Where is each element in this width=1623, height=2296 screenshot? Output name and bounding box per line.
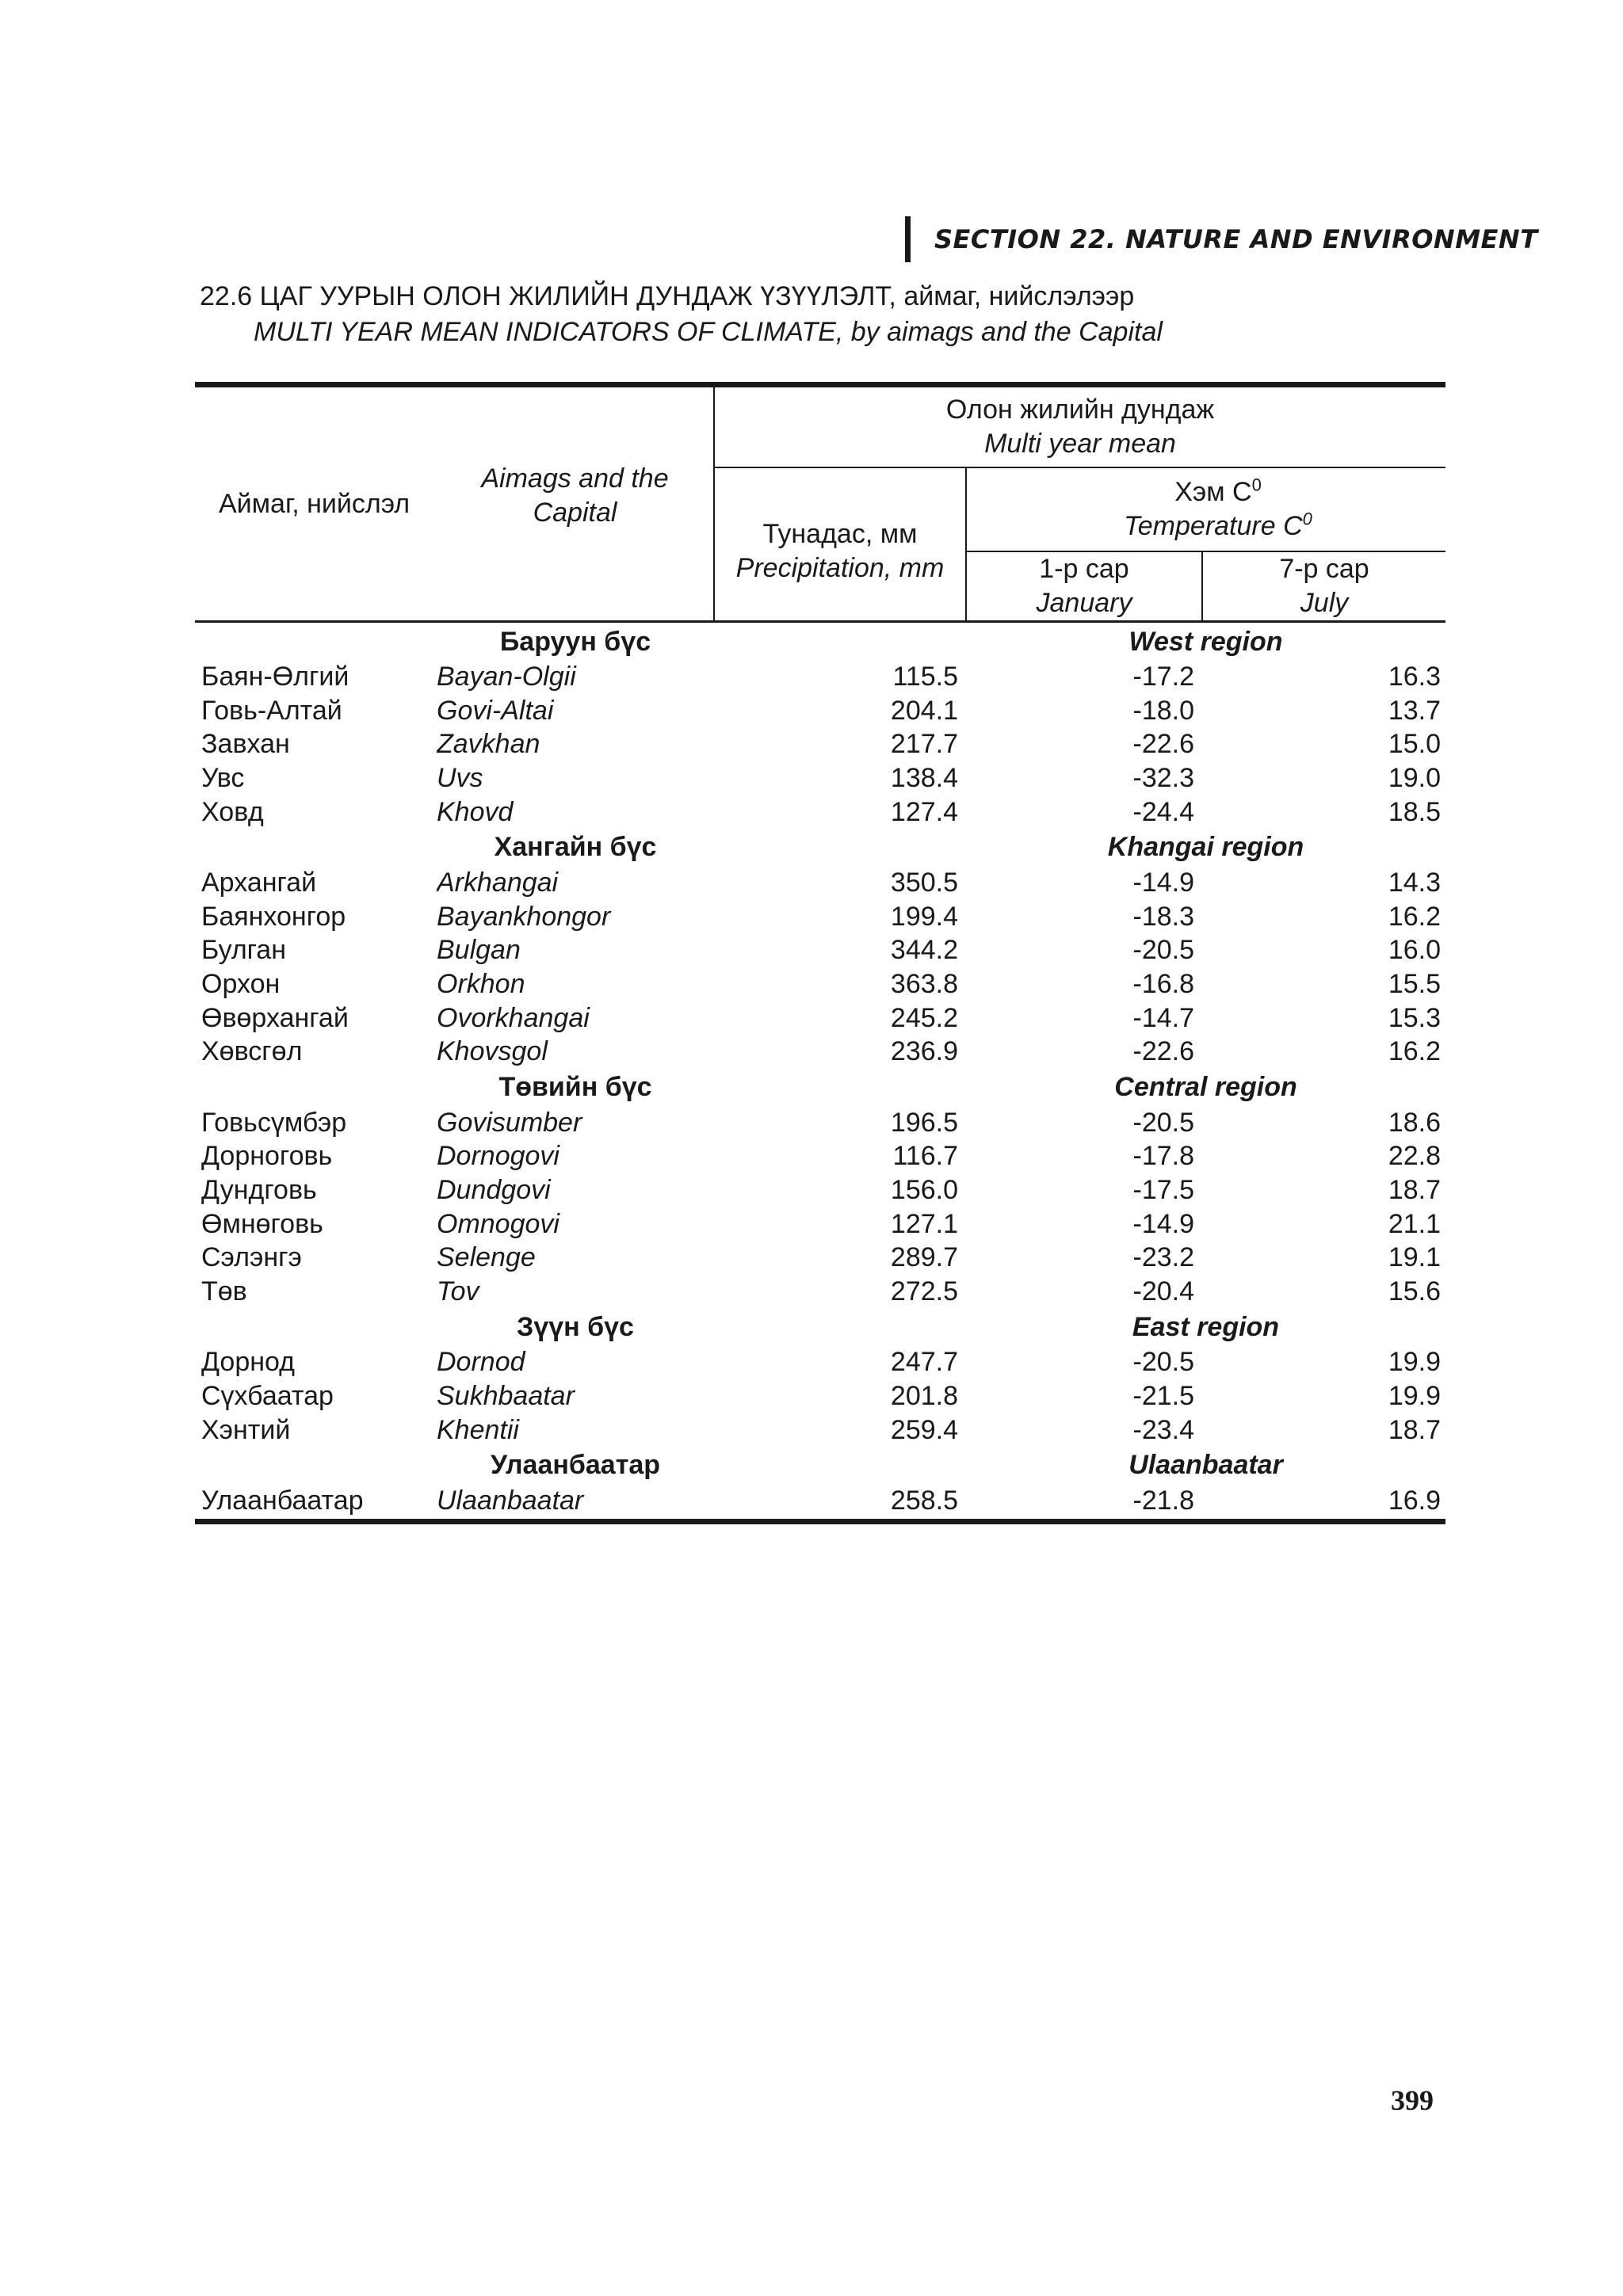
precipitation-value: 258.5 (714, 1484, 966, 1522)
header-aimag-en-line1: Aimags and the (481, 463, 669, 494)
section-bar (905, 216, 911, 262)
region-spacer (195, 1069, 437, 1106)
region-name-en: East region (1132, 1311, 1280, 1342)
aimag-name-mn: Булган (201, 935, 286, 966)
table-row (195, 761, 1445, 795)
july-temp-value: 13.7 (1388, 695, 1442, 726)
precipitation-value: 115.5 (892, 662, 958, 692)
aimag-name-en: Bulgan (437, 935, 521, 966)
aimag-name-en: Khovd (437, 796, 514, 827)
section-title: SECTION 22. NATURE AND ENVIRONMENT (934, 224, 1538, 254)
region-name-en: Central region (1114, 1072, 1297, 1103)
precipitation-value: 138.4 (890, 763, 958, 794)
precipitation-value: 199.4 (890, 901, 958, 932)
january-temp-value: -14.7 (1132, 1002, 1194, 1033)
precipitation-value: 156.0 (890, 1175, 958, 1206)
region-name-mn: Улаанбаатар (490, 1450, 661, 1481)
july-temp-value: 16.2 (1388, 1036, 1442, 1067)
header-temp-mn-sup: 0 (1251, 475, 1262, 495)
aimag-name-en: Arkhangai (437, 868, 559, 898)
aimag-name-mn: Төв (201, 1276, 247, 1306)
table-row (195, 1379, 1445, 1413)
aimag-name-en: Tov (437, 1276, 479, 1306)
table-row (195, 1207, 1445, 1241)
table-row (195, 900, 1445, 934)
july-temp-value: 19.9 (1388, 1347, 1442, 1378)
aimag-name-mn: Сэлэнгэ (201, 1242, 302, 1273)
july-temp-value: 16.3 (1388, 662, 1442, 692)
aimag-name-mn: Орхон (201, 969, 281, 1000)
january-temp-value: -22.6 (1132, 1036, 1194, 1067)
precipitation-value: 350.5 (890, 868, 958, 898)
july-temp-value: 15.5 (1388, 969, 1442, 1000)
table-row (195, 1173, 1445, 1207)
january-temp-value: -20.5 (1132, 1107, 1194, 1138)
header-aimag-mn-text: Аймаг, нийслэл (219, 488, 411, 519)
region-spacer (195, 1447, 437, 1484)
aimag-name-en: Omnogovi (437, 1208, 559, 1239)
july-temp-value: 19.1 (1388, 1242, 1442, 1273)
january-temp-value: -18.0 (1132, 695, 1194, 726)
header-temp-en: Temperature C (1124, 511, 1303, 541)
region-row (195, 1069, 1445, 1106)
july-temp-value: 16.2 (1388, 901, 1442, 932)
aimag-name-mn: Увс (201, 763, 245, 794)
january-temp-value: -20.4 (1132, 1276, 1194, 1306)
header-precipitation (714, 467, 966, 622)
aimag-name-en: Sukhbaatar (437, 1380, 575, 1411)
aimag-name-mn: Баян-Өлгий (201, 662, 349, 692)
july-temp-value: 15.0 (1388, 729, 1442, 760)
january-temp-value: -17.2 (1132, 662, 1194, 692)
aimag-name-en: Ovorkhangai (437, 1002, 590, 1033)
table-row (195, 1345, 1445, 1379)
aimag-name-mn: Говь-Алтай (201, 695, 342, 726)
july-temp-value: 18.6 (1388, 1107, 1442, 1138)
table-row (195, 660, 1445, 694)
header-aimag-en (437, 385, 714, 622)
header-jul-en: July (1300, 588, 1349, 618)
july-temp-value: 22.8 (1388, 1141, 1442, 1172)
july-temp-value: 15.6 (1388, 1276, 1442, 1306)
region-name-mn: Төвийн бүс (498, 1072, 652, 1103)
table-row (195, 1413, 1445, 1447)
region-spacer (714, 622, 966, 661)
header-aimag-mn (195, 385, 437, 622)
header-temperature (966, 467, 1445, 551)
table-title-mn: 22.6 ЦАГ УУРЫН ОЛОН ЖИЛИЙН ДУНДАЖ ҮЗҮҮЛЭЛТ, аймаг, нийслэлээр (200, 281, 1135, 311)
aimag-name-mn: Завхан (201, 729, 290, 760)
header-temp-en-sup: 0 (1302, 509, 1312, 529)
region-name-en: Khangai region (1107, 832, 1304, 863)
precipitation-value: 236.9 (890, 1036, 958, 1067)
january-temp-value: -20.5 (1132, 1347, 1194, 1378)
header-multi-mn: Олон жилийн дундаж (945, 395, 1215, 425)
july-temp-value: 21.1 (1388, 1208, 1442, 1239)
january-temp-value: -32.3 (1132, 763, 1194, 794)
aimag-name-en: Selenge (437, 1242, 536, 1273)
aimag-name-en: Govisumber (437, 1107, 582, 1138)
january-temp-value: -17.8 (1132, 1141, 1194, 1172)
region-row (195, 829, 1445, 866)
climate-table (195, 382, 1445, 1524)
table-row (195, 795, 1445, 829)
table-row (195, 727, 1445, 761)
aimag-name-en: Govi-Altai (437, 695, 554, 726)
precipitation-value: 344.2 (890, 935, 958, 966)
region-row (195, 1308, 1445, 1345)
july-temp-value: 18.5 (1388, 796, 1442, 827)
aimag-name-en: Khentii (437, 1414, 519, 1445)
precipitation-value: 127.1 (890, 1208, 958, 1239)
header-precip-mn: Тунадас, мм (762, 519, 918, 549)
january-temp-value: -21.8 (966, 1484, 1202, 1522)
aimag-name-mn: Өмнөговь (201, 1208, 323, 1239)
header-jan-en: January (1036, 588, 1132, 618)
table-row (195, 1241, 1445, 1275)
january-temp-value: -14.9 (1132, 868, 1194, 898)
region-spacer (195, 1308, 437, 1345)
precipitation-value: 204.1 (890, 695, 958, 726)
region-spacer (714, 1069, 966, 1106)
precipitation-value: 245.2 (890, 1002, 958, 1033)
table-row (195, 933, 1445, 967)
aimag-name-mn: Улаанбаатар (195, 1484, 437, 1522)
aimag-name-mn: Дундговь (201, 1175, 317, 1206)
region-spacer (714, 1447, 966, 1484)
table-header (195, 385, 1445, 622)
header-july (1202, 551, 1445, 622)
header-january (966, 551, 1202, 622)
table-row (195, 1035, 1445, 1069)
january-temp-value: -23.4 (1132, 1414, 1194, 1445)
july-temp-value: 18.7 (1388, 1414, 1442, 1445)
precipitation-value: 116.7 (892, 1141, 958, 1172)
table-row (195, 1484, 1445, 1522)
region-spacer (195, 622, 437, 661)
precipitation-value: 247.7 (890, 1347, 958, 1378)
header-temp-mn: Хэм С (1174, 477, 1252, 507)
header-jul-mn: 7-р сар (1279, 554, 1369, 584)
table-row (195, 1001, 1445, 1035)
aimag-name-en: Dundgovi (437, 1175, 551, 1206)
page-number: 399 (1391, 2084, 1434, 2116)
january-temp-value: -22.6 (1132, 729, 1194, 760)
precipitation-value: 289.7 (890, 1242, 958, 1273)
header-jan-mn: 1-р сар (1039, 554, 1129, 584)
aimag-name-mn: Баянхонгор (201, 901, 346, 932)
aimag-name-en: Dornod (437, 1347, 525, 1378)
region-name-mn: Баруун бүс (499, 626, 651, 657)
aimag-name-mn: Өвөрхангай (201, 1002, 349, 1033)
precipitation-value: 259.4 (890, 1414, 958, 1445)
aimag-name-en: Bayankhongor (437, 901, 611, 932)
january-temp-value: -14.9 (1132, 1208, 1194, 1239)
table-row (195, 967, 1445, 1001)
precipitation-value: 363.8 (890, 969, 958, 1000)
july-temp-value: 15.3 (1388, 1002, 1442, 1033)
region-row (195, 622, 1445, 661)
january-temp-value: -24.4 (1132, 796, 1194, 827)
precipitation-value: 217.7 (890, 729, 958, 760)
aimag-name-mn: Ховд (201, 796, 264, 827)
table-body (195, 622, 1445, 1522)
aimag-name-en: Khovsgol (437, 1036, 548, 1067)
aimag-name-en: Orkhon (437, 969, 525, 1000)
july-temp-value: 19.0 (1388, 763, 1442, 794)
july-temp-value: 14.3 (1388, 868, 1442, 898)
precipitation-value: 127.4 (890, 796, 958, 827)
region-name-en: Ulaanbaatar (1128, 1450, 1283, 1481)
aimag-name-mn: Хэнтий (201, 1414, 291, 1445)
aimag-name-mn: Говьсүмбэр (201, 1107, 347, 1138)
january-temp-value: -20.5 (1132, 935, 1194, 966)
table-row (195, 1275, 1445, 1309)
july-temp-value: 18.7 (1388, 1175, 1442, 1206)
section-header (905, 215, 1538, 263)
aimag-name-en: Ulaanbaatar (437, 1484, 714, 1522)
region-spacer (714, 1308, 966, 1345)
january-temp-value: -17.5 (1132, 1175, 1194, 1206)
precipitation-value: 201.8 (890, 1380, 958, 1411)
region-spacer (195, 829, 437, 866)
region-name-en: West region (1128, 626, 1283, 657)
aimag-name-en: Uvs (437, 763, 483, 794)
climate-table-wrapper (195, 382, 1445, 1524)
july-temp-value: 16.0 (1388, 935, 1442, 966)
aimag-name-en: Dornogovi (437, 1141, 559, 1172)
january-temp-value: -23.2 (1132, 1242, 1194, 1273)
header-precip-en: Precipitation, mm (735, 553, 945, 583)
aimag-name-mn: Дорноговь (201, 1141, 333, 1172)
july-temp-value: 16.9 (1202, 1484, 1445, 1522)
january-temp-value: -18.3 (1132, 901, 1194, 932)
header-aimag-en-line2: Capital (533, 498, 617, 528)
aimag-name-mn: Архангай (201, 868, 317, 898)
aimag-name-mn: Дорнод (201, 1347, 296, 1378)
aimag-name-en: Zavkhan (437, 729, 540, 760)
january-temp-value: -21.5 (1132, 1380, 1194, 1411)
aimag-name-en: Bayan-Olgii (437, 662, 576, 692)
table-title-en: MULTI YEAR MEAN INDICATORS OF CLIMATE, by aimags and the Capital (254, 317, 1163, 347)
table-row (195, 1106, 1445, 1140)
aimag-name-mn: Хөвсгөл (201, 1036, 303, 1067)
table-row (195, 1139, 1445, 1173)
table-row (195, 694, 1445, 728)
region-name-mn: Зүүн бүс (517, 1311, 634, 1342)
precipitation-value: 196.5 (890, 1107, 958, 1138)
january-temp-value: -16.8 (1132, 969, 1194, 1000)
july-temp-value: 19.9 (1388, 1380, 1442, 1411)
header-multi-en: Multi year mean (984, 429, 1176, 459)
table-row (195, 866, 1445, 900)
region-name-mn: Хангайн бүс (494, 832, 657, 863)
aimag-name-mn: Сүхбаатар (201, 1380, 334, 1411)
region-row (195, 1447, 1445, 1484)
header-multi-year (714, 385, 1445, 468)
precipitation-value: 272.5 (890, 1276, 958, 1306)
region-spacer (714, 829, 966, 866)
